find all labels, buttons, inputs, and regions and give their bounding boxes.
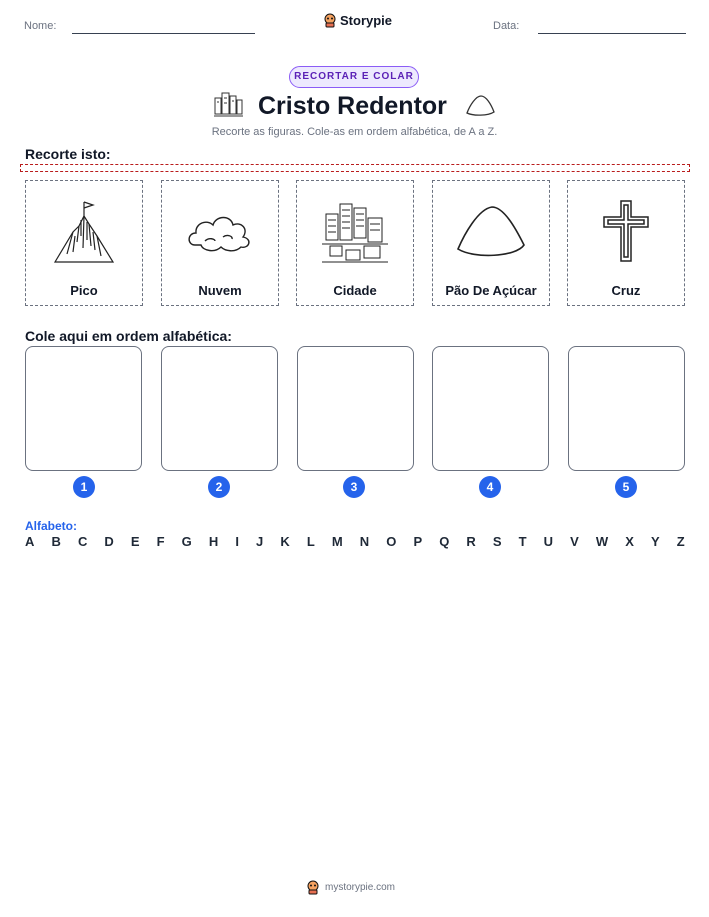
alphabet-letter: O	[386, 534, 397, 549]
alphabet-letter: D	[104, 534, 114, 549]
cloud-icon	[162, 187, 278, 277]
alphabet-letter: N	[359, 534, 370, 549]
storypie-mascot-icon	[306, 880, 320, 895]
instructions: Recorte as figuras. Cole-as em ordem alfabética, de A a Z.	[211, 126, 498, 138]
name-line[interactable]	[72, 33, 255, 34]
storypie-mascot-icon	[323, 13, 337, 28]
paste-slot-3[interactable]	[297, 346, 414, 471]
alphabet-letter: G	[181, 534, 192, 549]
alphabet-letter: X	[625, 534, 634, 549]
slot-number-2: 2	[208, 476, 230, 498]
date-line[interactable]	[538, 33, 686, 34]
alphabet-letter: I	[235, 534, 239, 549]
cut-card-pao-de-acucar[interactable]	[432, 180, 550, 306]
city-icon	[297, 187, 413, 277]
city-icon	[212, 90, 244, 120]
alphabet-letter: V	[570, 534, 579, 549]
paste-slot-5[interactable]	[568, 346, 685, 471]
card-label: Pão De Açúcar	[445, 283, 537, 298]
storypie-logo	[323, 13, 392, 28]
alphabet-letter: S	[492, 534, 502, 549]
cut-card-nuvem[interactable]	[161, 180, 279, 306]
cut-card-cidade[interactable]	[296, 180, 414, 306]
card-label: Nuvem	[198, 283, 242, 298]
cut-section-label: Recorte isto:	[25, 146, 111, 162]
page-title: Cristo Redentor	[258, 92, 447, 120]
alphabet-letter: T	[518, 534, 527, 549]
sugarloaf-icon	[464, 92, 496, 118]
slot-number-1: 1	[73, 476, 95, 498]
alphabet-letter: H	[208, 534, 219, 549]
alphabet-letter: R	[466, 534, 476, 549]
cut-card-cruz[interactable]	[567, 180, 685, 306]
alphabet-letter: M	[331, 534, 343, 549]
alphabet-letter: J	[256, 534, 264, 549]
date-label: Data:	[493, 20, 520, 32]
slot-number-5: 5	[615, 476, 637, 498]
alphabet-letter: A	[25, 534, 35, 549]
card-label: Cidade	[333, 283, 377, 298]
alphabet-letter: W	[595, 534, 609, 549]
sugarloaf-icon	[433, 187, 549, 277]
paste-slot-4[interactable]	[432, 346, 549, 471]
alphabet-row	[25, 534, 685, 549]
alphabet-letter: P	[413, 534, 423, 549]
alphabet-letter: Y	[650, 534, 660, 549]
alphabet-letter: U	[543, 534, 554, 549]
logo-text: Storypie	[340, 13, 393, 28]
alphabet-letter: L	[306, 534, 315, 549]
footer-url[interactable]: mystorypie.com	[325, 882, 396, 893]
cut-line	[20, 164, 690, 172]
activity-badge: RECORTAR E COLAR	[289, 66, 419, 88]
paste-slot-1[interactable]	[25, 346, 142, 471]
paste-slot-2[interactable]	[161, 346, 278, 471]
footer	[306, 880, 395, 895]
alphabet-letter: K	[280, 534, 290, 549]
cut-card-pico[interactable]	[25, 180, 143, 306]
paste-section-label: Cole aqui em ordem alfabética:	[25, 328, 232, 344]
alphabet-label: Alfabeto:	[25, 519, 77, 533]
alphabet-letter: Z	[676, 534, 685, 549]
alphabet-letter: C	[77, 534, 88, 549]
slot-number-4: 4	[479, 476, 501, 498]
name-label: Nome:	[24, 20, 57, 32]
card-label: Pico	[70, 283, 98, 298]
cross-icon	[568, 187, 684, 277]
slot-number-3: 3	[343, 476, 365, 498]
mountain-peak-icon	[26, 187, 142, 277]
alphabet-letter: F	[156, 534, 165, 549]
alphabet-letter: E	[130, 534, 140, 549]
alphabet-letter: Q	[439, 534, 450, 549]
card-label: Cruz	[611, 283, 641, 298]
alphabet-letter: B	[51, 534, 61, 549]
